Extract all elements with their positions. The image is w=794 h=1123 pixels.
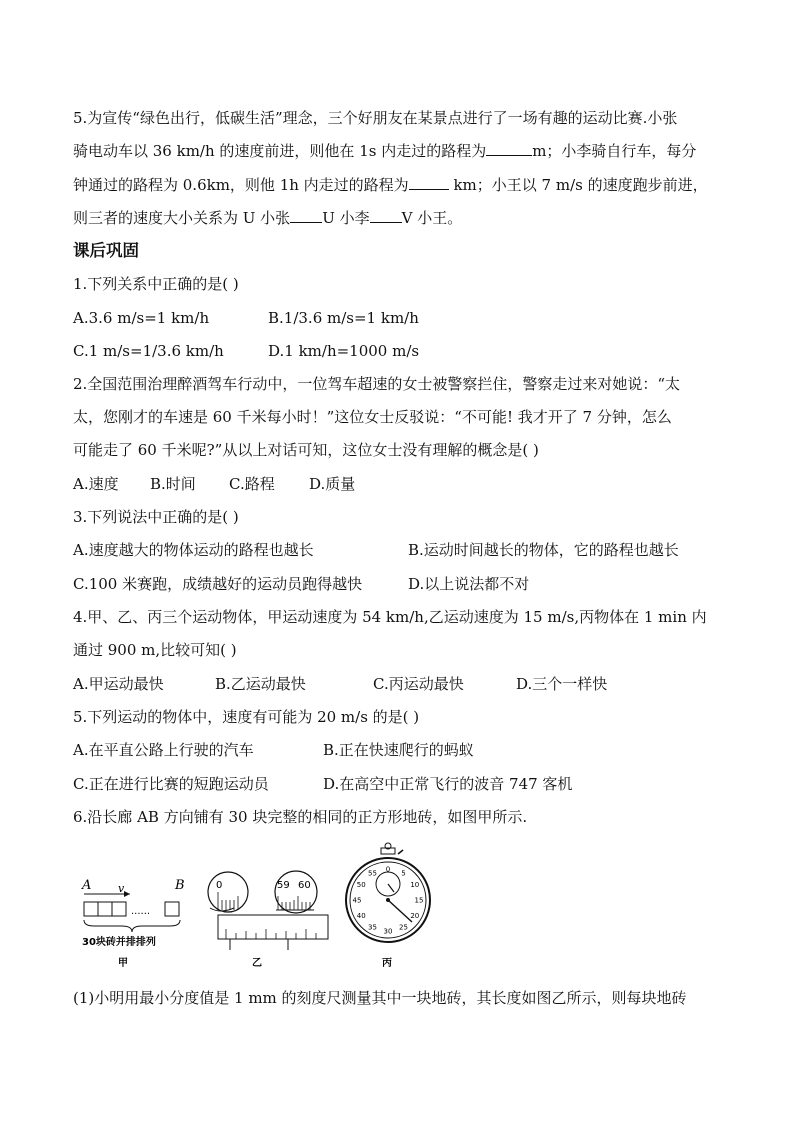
- ruler-right-number-59: 59: [277, 880, 290, 891]
- q5-intro-line3-tail: km；小王以 7 m/s 的速度跑步前进，: [448, 176, 708, 194]
- ruler-left-number: 0: [216, 880, 223, 891]
- dial-number: 20: [410, 912, 420, 920]
- answer-blank-3[interactable]: [290, 208, 322, 223]
- q6-figure: [70, 842, 450, 972]
- figure-jia-tiles: [81, 878, 185, 969]
- q2-line2: 太，您刚才的车速是 60 千米每小时！”这位女士反驳说：“不可能! 我才开了 7 分钟，怎么: [73, 408, 672, 426]
- dial-number: 15: [414, 896, 424, 905]
- q5-intro-line4-text: 则三者的速度大小关系为 U 小张: [73, 209, 291, 227]
- q5-intro-line3: [73, 175, 708, 195]
- q5-intro-line4: [73, 208, 462, 228]
- q5-option-d[interactable]: D.在高空中正常飞行的波音 747 客机: [323, 775, 573, 793]
- q4-option-c[interactable]: C.丙运动最快: [373, 675, 464, 693]
- dial-number: 30: [383, 927, 393, 936]
- dial-number: 55: [368, 869, 377, 878]
- q2-option-d[interactable]: D.质量: [309, 475, 356, 493]
- q2-line1: 2.全国范围治理醉酒驾车行动中，一位驾车超速的女士被警察拦住，警察走过来对她说：“太: [73, 375, 680, 393]
- label-v: v: [118, 882, 125, 895]
- q1-option-b[interactable]: B.1/3.6 m/s=1 km/h: [268, 309, 419, 327]
- q5-intro-line1: 5.为宣传“绿色出行，低碳生活”理念，三个好朋友在某景点进行了一场有趣的运动比赛.小张: [73, 109, 678, 127]
- velocity-arrowhead: [124, 891, 130, 897]
- figure-yi-ruler: [208, 871, 328, 969]
- q2-option-c[interactable]: C.路程: [229, 475, 275, 493]
- q4-option-b[interactable]: B.乙运动最快: [215, 675, 306, 693]
- q3-option-d[interactable]: D.以上说法都不对: [408, 575, 530, 593]
- caption-yi: 乙: [252, 958, 262, 969]
- q4-line2: 通过 900 m,比较可知( ): [73, 641, 237, 659]
- tile: [112, 902, 126, 916]
- q3-option-c[interactable]: C.100 米赛跑，成绩越好的运动员跑得越快: [73, 575, 363, 593]
- caption-jia: 甲: [118, 958, 128, 969]
- answer-blank-1[interactable]: [486, 141, 532, 156]
- dial-number: 50: [356, 881, 366, 889]
- magnifier-left: [208, 872, 248, 912]
- tile-brace: [84, 920, 180, 932]
- dial-number: 25: [399, 923, 408, 932]
- q2-option-b[interactable]: B.时间: [150, 475, 196, 493]
- ruler-body: [218, 915, 328, 939]
- q5-intro-line4-tail: V 小王。: [401, 209, 463, 227]
- answer-blank-2[interactable]: [409, 175, 449, 190]
- caption-bing: 丙: [382, 958, 392, 969]
- answer-blank-4[interactable]: [370, 208, 402, 223]
- q5-option-a[interactable]: A.在平直公路上行驶的汽车: [73, 741, 254, 759]
- q1-option-c[interactable]: C.1 m/s=1/3.6 km/h: [73, 342, 224, 360]
- tile-caption: 30块砖并排排列: [82, 937, 156, 948]
- tile: [98, 902, 112, 916]
- dial-number: 45: [352, 896, 362, 905]
- q5-intro-line2: [73, 141, 696, 161]
- dial-number: 40: [356, 912, 366, 920]
- label-a: A: [82, 878, 92, 893]
- q6-stem: 6.沿长廊 AB 方向铺有 30 块完整的相同的正方形地砖，如图甲所示.: [73, 808, 528, 826]
- dial-number: 5: [401, 869, 406, 878]
- q1-stem: 1.下列关系中正确的是( ): [73, 275, 239, 293]
- dial-number: 0: [385, 865, 391, 874]
- q3-option-a[interactable]: A.速度越大的物体运动的路程也越长: [73, 541, 314, 559]
- q5-intro-line2-text: 骑电动车以 36 km/h 的速度前进，则他在 1s 内走过的路程为: [73, 142, 487, 160]
- tile: [165, 902, 179, 916]
- stopwatch-button: [398, 850, 403, 854]
- q4-option-a[interactable]: A.甲运动最快: [73, 675, 164, 693]
- q5-stem: 5.下列运动的物体中，速度有可能为 20 m/s 的是( ): [73, 708, 420, 726]
- q1-option-a[interactable]: A.3.6 m/s=1 km/h: [73, 309, 210, 327]
- figure-bing-stopwatch: [346, 843, 430, 969]
- tile: [84, 902, 98, 916]
- q6-sub1: (1)小明用最小分度值是 1 mm 的刻度尺测量其中一块地砖，其长度如图乙所示，则每块地砖: [73, 989, 687, 1007]
- q5-intro-line4-mid: U 小李: [322, 209, 370, 227]
- dial-number: 35: [368, 923, 377, 932]
- q1-option-d[interactable]: D.1 km/h=1000 m/s: [268, 342, 420, 360]
- q5-intro-line2-tail: m；小李骑自行车，每分: [532, 142, 697, 160]
- tile-dots: ......: [131, 906, 151, 917]
- q4-option-d[interactable]: D.三个一样快: [516, 675, 608, 693]
- q5-intro-line3-text: 钟通过的路程为 0.6km，则他 1h 内走过的路程为: [73, 176, 409, 194]
- q3-stem: 3.下列说法中正确的是( ): [73, 508, 239, 526]
- ruler-right-number-60: 60: [298, 880, 311, 891]
- q5-option-b[interactable]: B.正在快速爬行的蚂蚁: [323, 741, 474, 759]
- q4-line1: 4.甲、乙、丙三个运动物体，甲运动速度为 54 km/h,乙运动速度为 15 m/s,丙物体在 1 min 内: [73, 608, 707, 626]
- magnifier-right: [275, 871, 317, 913]
- q3-option-b[interactable]: B.运动时间越长的物体，它的路程也越长: [408, 541, 679, 559]
- dial-number: 10: [410, 881, 420, 889]
- label-b: B: [175, 878, 185, 893]
- q5-option-c[interactable]: C.正在进行比赛的短跑运动员: [73, 775, 269, 793]
- q2-option-a[interactable]: A.速度: [73, 475, 119, 493]
- section-heading: 课后巩固: [73, 241, 139, 260]
- q2-line3: 可能走了 60 千米呢?”从以上对话可知，这位女士没有理解的概念是( ): [73, 441, 539, 459]
